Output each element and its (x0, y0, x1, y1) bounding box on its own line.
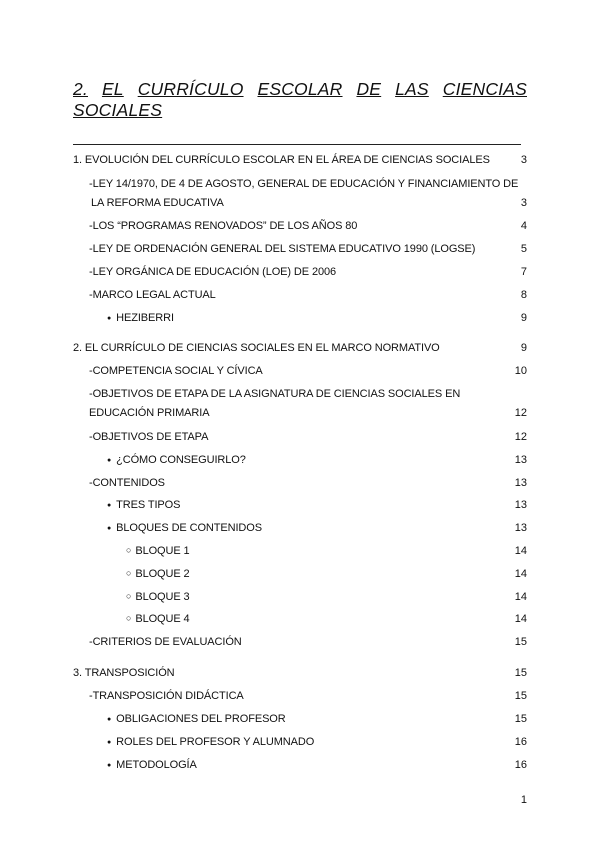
document-title (73, 79, 527, 121)
toc-page-number: 14 (514, 568, 527, 580)
title-divider (73, 144, 521, 145)
toc-entry-section-1: 1. EVOLUCIÓN DEL CURRÍCULO ESCOLAR EN EL ÁREA DE CIENCIAS SOCIALES (73, 154, 490, 166)
toc-entry-sub-bullet: ○ BLOQUE 3 (126, 588, 190, 607)
toc-entry: -OBJETIVOS DE ETAPA DE LA ASIGNATURA DE CIENCIAS SOCIALES EN EDUCACIÓN PRIMARIA (89, 388, 461, 419)
toc-entry-sub-bullet: ○ BLOQUE 2 (126, 565, 190, 584)
toc-page-number: 13 (514, 499, 527, 511)
toc-entry-sub-bullet: ○ BLOQUE 4 (126, 610, 190, 629)
toc-page-number: 12 (514, 407, 527, 419)
toc-page-number: 8 (520, 289, 527, 301)
toc-page-number: 16 (514, 736, 527, 748)
toc-entry-bullet: ● OBLIGACIONES DEL PROFESOR (107, 710, 286, 730)
toc-entry: -LEY ORGÁNICA DE EDUCACIÓN (LOE) DE 2006 (89, 266, 337, 278)
toc-entry: -TRANSPOSICIÓN DIDÁCTICA (89, 690, 244, 702)
toc-page-number: 3 (520, 197, 527, 209)
toc-page-number: 13 (514, 454, 527, 466)
toc-entry: -OBJETIVOS DE ETAPA (89, 431, 209, 443)
toc-page-number: 13 (514, 522, 527, 534)
toc-page-number: 9 (520, 342, 527, 354)
toc-entry-bullet: ● ¿CÓMO CONSEGUIRLO? (107, 451, 246, 471)
toc-page-number: 12 (514, 431, 527, 443)
toc-entry: -CONTENIDOS (89, 477, 165, 489)
toc-page-number: 4 (520, 220, 527, 232)
toc-page-number: 7 (520, 266, 527, 278)
toc-entry: -CRITERIOS DE EVALUACIÓN (89, 636, 242, 648)
toc-entry-bullet: ● TRES TIPOS (107, 496, 180, 516)
toc-page-number: 10 (514, 365, 527, 377)
toc-entry-bullet: ● ROLES DEL PROFESOR Y ALUMNADO (107, 733, 314, 753)
toc-page-number: 9 (520, 312, 527, 324)
toc-entry: -LEY DE ORDENACIÓN GENERAL DEL SISTEMA EDUCATIVO 1990 (LOGSE) (89, 243, 476, 255)
toc-entry-section-2: 2. EL CURRÍCULO DE CIENCIAS SOCIALES EN EL MARCO NORMATIVO (73, 342, 440, 354)
toc-entry: -MARCO LEGAL ACTUAL (89, 289, 216, 301)
toc-page-number: 14 (514, 591, 527, 603)
toc-page-number: 15 (514, 713, 527, 725)
toc-entry: -LEY 14/1970, DE 4 DE AGOSTO, GENERAL DE EDUCACIÓN Y FINANCIAMIENTO DE LA REFORMA EDUCATIVA (89, 178, 519, 209)
toc-entry-bullet: ● METODOLOGÍA (107, 756, 197, 776)
toc-page-number: 3 (520, 154, 527, 166)
toc-page-number: 15 (514, 636, 527, 648)
toc-entry: -COMPETENCIA SOCIAL Y CÍVICA (89, 365, 263, 377)
page-number: 1 (520, 794, 527, 806)
toc-entry-bullet: ● HEZIBERRI (107, 309, 174, 329)
toc-page-number: 15 (514, 690, 527, 702)
toc-page-number: 13 (514, 477, 527, 489)
toc-page-number: 16 (514, 759, 527, 771)
toc-page-number: 15 (514, 667, 527, 679)
toc-entry: -LOS “PROGRAMAS RENOVADOS” DE LOS AÑOS 80 (89, 220, 358, 232)
toc-entry-section-3: 3. TRANSPOSICIÓN (73, 667, 175, 679)
toc-entry-bullet: ● BLOQUES DE CONTENIDOS (107, 519, 262, 539)
toc-page-number: 14 (514, 545, 527, 557)
title-line-2: SOCIALES (73, 100, 163, 120)
toc-entry-sub-bullet: ○ BLOQUE 1 (126, 542, 190, 561)
toc-page-number: 14 (514, 613, 527, 625)
toc-page-number: 5 (520, 243, 527, 255)
title-line-1: 2. EL CURRÍCULO ESCOLAR DE LAS CIENCIAS (73, 79, 527, 99)
